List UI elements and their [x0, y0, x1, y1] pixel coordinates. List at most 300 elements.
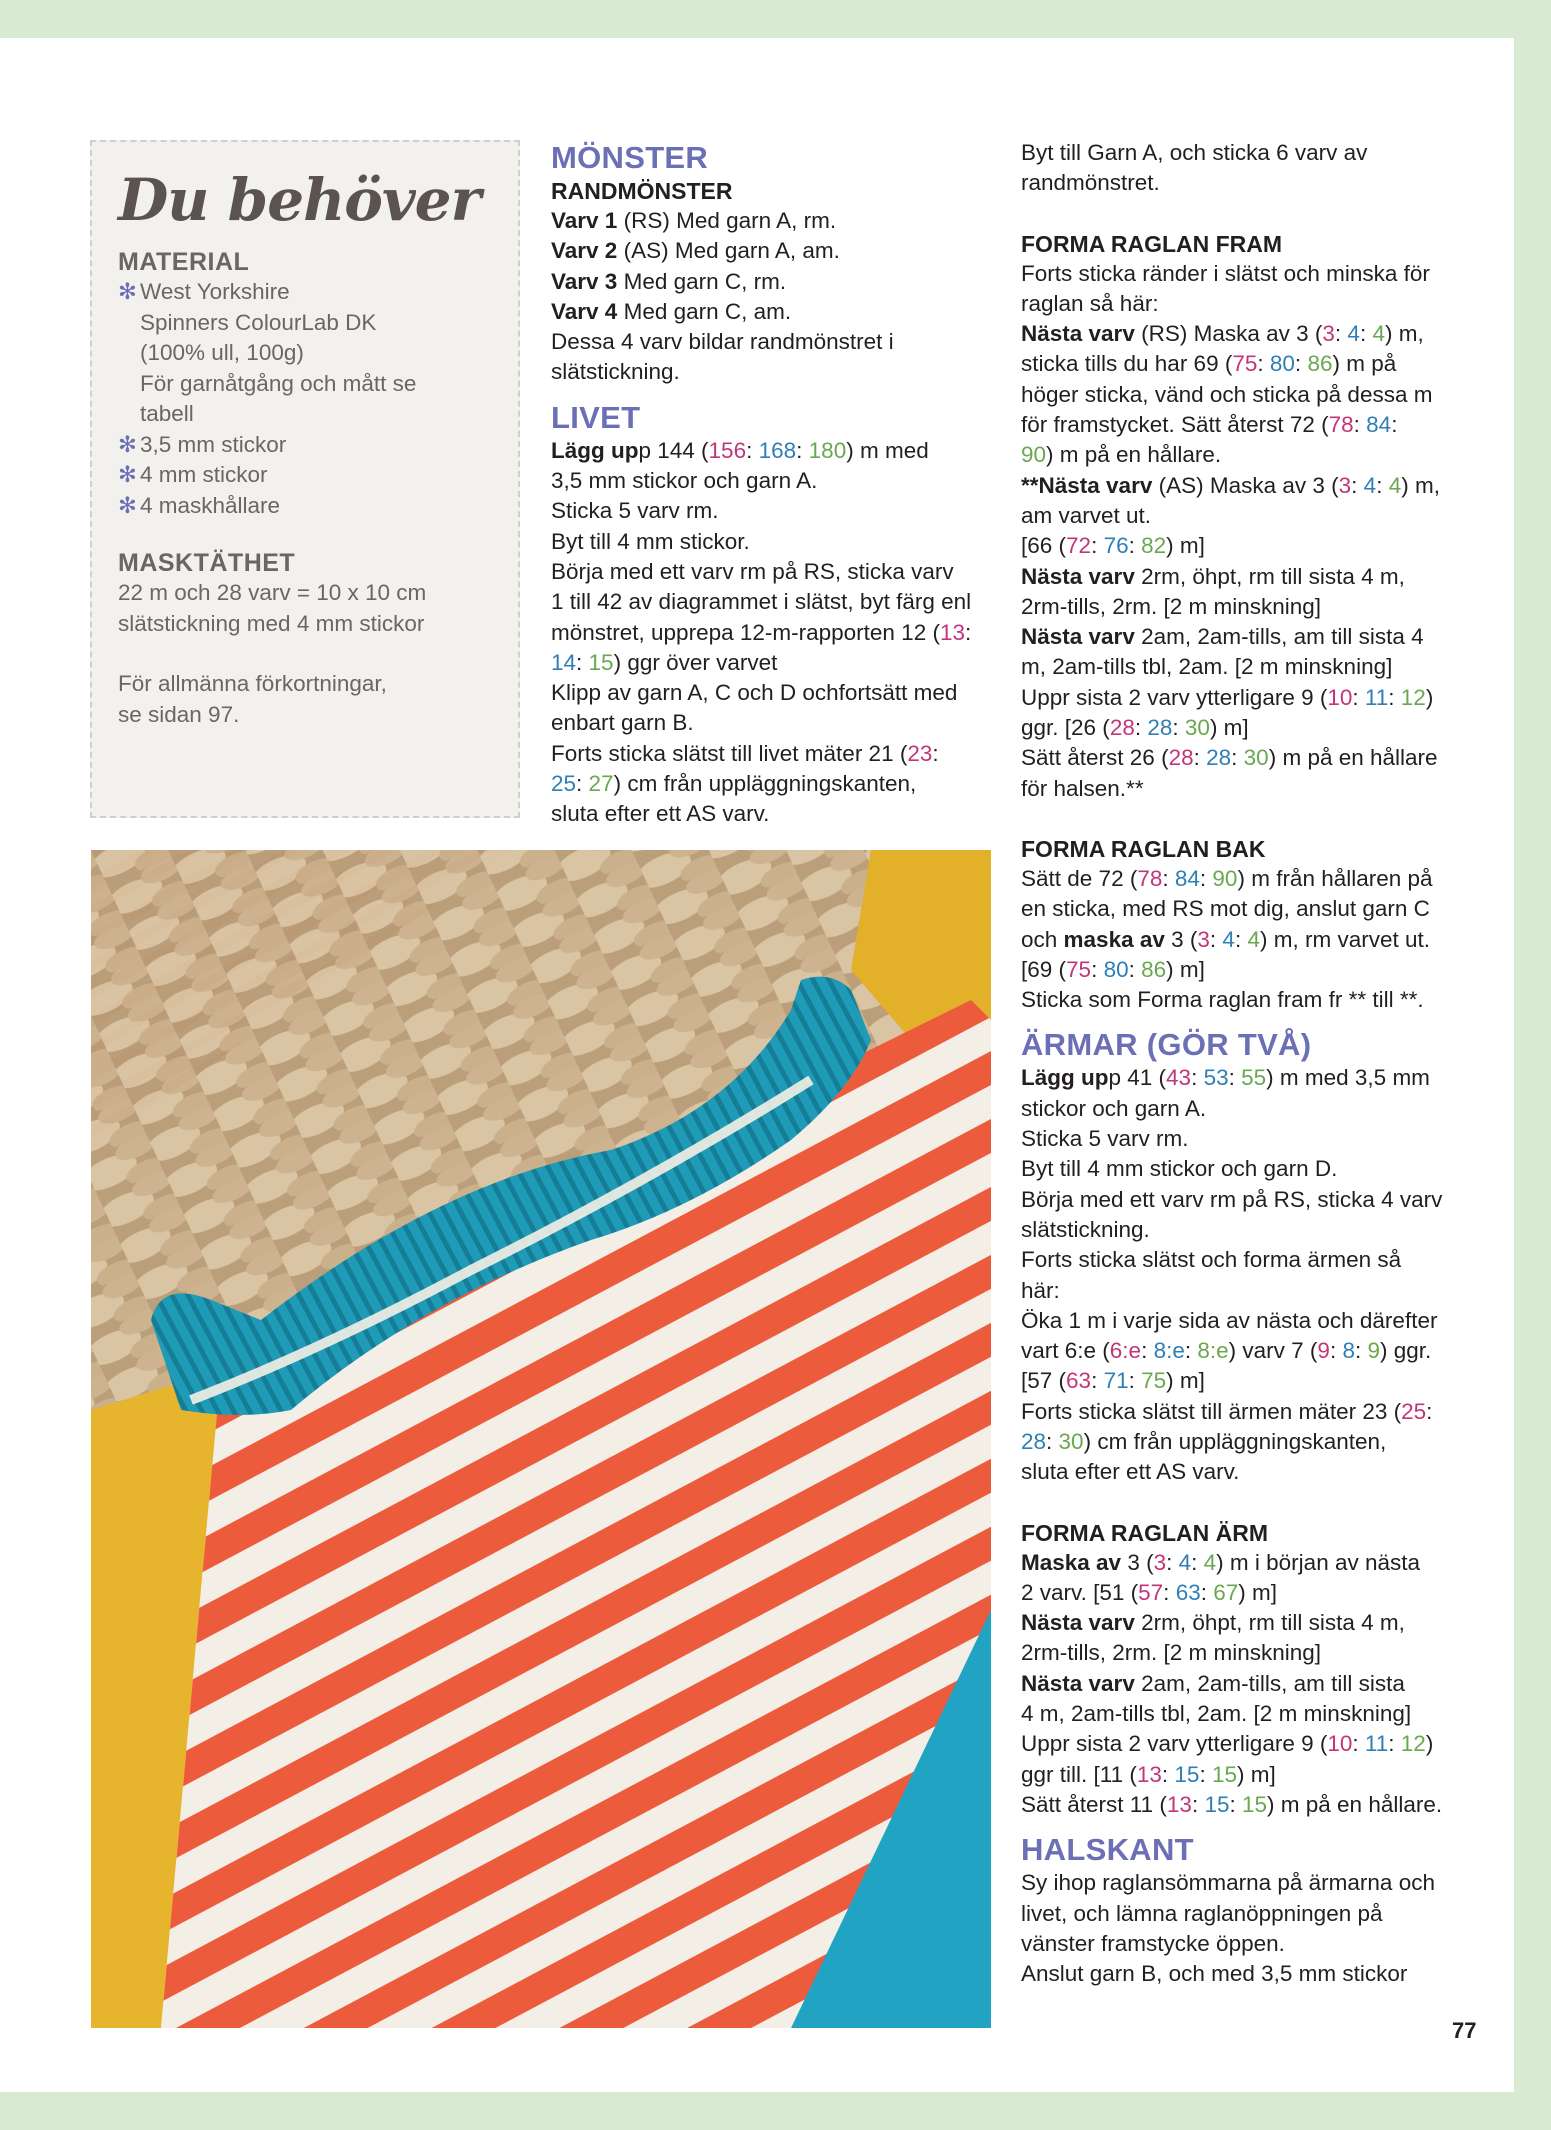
size-value: 8:e — [1197, 1338, 1229, 1364]
instruction-line: 3,5 mm stickor och garn A. — [551, 468, 818, 494]
size-value: 180 — [808, 437, 847, 463]
instruction-line — [1021, 531, 1491, 561]
separator: : — [1161, 1761, 1175, 1787]
size-value: 28 — [1109, 715, 1135, 741]
abbreviations-note: För allmänna förkortningar, — [118, 671, 387, 696]
instruction-line — [1021, 1790, 1491, 1820]
instruction-text: (AS) Med garn A, am. — [617, 238, 840, 264]
size-value: 28 — [1206, 745, 1232, 771]
separator: : — [1388, 1731, 1401, 1757]
size-value: 10 — [1327, 684, 1353, 710]
instruction-text: ) m på en hållare. — [1267, 1791, 1443, 1817]
instruction-text: ) — [1425, 684, 1434, 710]
term-bold: Nästa varv — [1021, 1610, 1135, 1636]
size-value: 78 — [1137, 865, 1163, 891]
separator: : — [746, 437, 759, 463]
size-value: 6:e — [1109, 1338, 1142, 1364]
separator: : — [1191, 1791, 1205, 1817]
instruction-line: Sticka som Forma raglan fram fr ** till **. — [1021, 987, 1424, 1013]
materials-box — [90, 140, 520, 818]
separator: : — [576, 649, 589, 675]
instruction-text: vart 6:e ( — [1021, 1338, 1110, 1364]
instruction-line — [1021, 1578, 1491, 1608]
separator: : — [1351, 472, 1364, 498]
instruction-text: ) m på en hållare — [1268, 745, 1438, 771]
instruction-text: ) m, — [1401, 472, 1440, 498]
size-value: 86 — [1141, 956, 1167, 982]
size-value: 43 — [1166, 1065, 1192, 1091]
separator: : — [1091, 1368, 1104, 1394]
instruction-line: vänster framstycke öppen. — [1021, 1930, 1285, 1956]
instruction-line: Börja med ett varv rm på RS, sticka 4 varv — [1021, 1186, 1443, 1212]
yarn-line: West Yorkshire — [140, 279, 290, 304]
material-item-needles-35 — [118, 430, 506, 461]
instruction-text: ) m] — [1166, 956, 1205, 982]
instruction-text: 2am, 2am-tills, am till sista — [1134, 1670, 1405, 1696]
size-value: 23 — [907, 740, 933, 766]
instruction-line — [551, 436, 991, 466]
section-title-halskant: HALSKANT — [1021, 1832, 1194, 1868]
instruction-text: ) m] — [1209, 715, 1249, 741]
instruction-line: Öka 1 m i varje sida av nästa och därefter — [1021, 1307, 1438, 1333]
bullet-asterisk-icon: ✻ — [118, 492, 137, 518]
instruction-line — [1021, 1063, 1491, 1093]
material-item-yarn — [118, 277, 506, 308]
yarn-line: tabell — [140, 401, 194, 426]
sweater-photo-illustration — [91, 850, 991, 2028]
separator: : — [1334, 321, 1348, 347]
separator: : — [1359, 321, 1373, 347]
instruction-line: slätstickning. — [1021, 1216, 1150, 1242]
separator: : — [1257, 351, 1270, 377]
instruction-line: Börja med ett varv rm på RS, sticka varv — [551, 558, 954, 584]
instruction-line: Dessa 4 varv bildar randmönstret i — [551, 329, 894, 355]
instruction-text: Uppr sista 2 varv ytterligare 9 ( — [1021, 1731, 1328, 1757]
size-value: 57 — [1138, 1579, 1164, 1605]
instruction-line: sluta efter ett AS varv. — [1021, 1459, 1240, 1485]
size-value: 84 — [1174, 865, 1200, 891]
size-value: 86 — [1307, 351, 1333, 377]
separator: : — [1141, 1338, 1154, 1364]
separator: : — [1134, 715, 1148, 741]
term-bold: Lägg up — [551, 437, 639, 463]
instruction-text: sticka tills du har 69 ( — [1021, 351, 1233, 377]
size-value: 4 — [1372, 321, 1385, 347]
row-label: Varv 2 — [551, 238, 618, 264]
instruction-line: sluta efter ett AS varv. — [551, 801, 770, 827]
instruction-text: 2rm, öhpt, rm till sista 4 m, — [1134, 1610, 1405, 1636]
size-value: 80 — [1103, 956, 1129, 982]
size-value: 168 — [758, 437, 797, 463]
instruction-line — [551, 648, 991, 678]
instruction-line: 2rm-tills, 2rm. [2 m minskning] — [1021, 593, 1322, 619]
instruction-text: ) m] — [1166, 533, 1205, 559]
size-value: 28 — [1021, 1428, 1047, 1454]
instruction-line: för halsen.** — [1021, 775, 1144, 801]
term-bold: Nästa varv — [1021, 563, 1135, 589]
instruction-text: ) m] — [1238, 1579, 1278, 1605]
separator: : — [1353, 412, 1367, 438]
instruction-line: 4 m, 2am-tills tbl, 2am. [2 m minskning] — [1021, 1701, 1412, 1727]
size-value: 90 — [1021, 442, 1047, 468]
instruction-text: ggr. [26 ( — [1021, 715, 1110, 741]
subsection-title-randmonster: RANDMÖNSTER — [551, 178, 733, 204]
separator: : — [1329, 1338, 1343, 1364]
instruction-text: ) m, rm varvet ut. — [1259, 926, 1430, 952]
instruction-line — [1021, 349, 1491, 379]
instruction-line — [1021, 410, 1491, 440]
instruction-line: livet, och lämna raglanöppningen på — [1021, 1900, 1383, 1926]
size-value: 63 — [1066, 1368, 1092, 1394]
size-value: 9 — [1367, 1338, 1380, 1364]
size-value: 15 — [588, 649, 614, 675]
subsection-title-raglan-arm: FORMA RAGLAN ÄRM — [1021, 1519, 1269, 1546]
separator: : — [964, 619, 972, 645]
instruction-line: Klipp av garn A, C och D ochfortsätt med — [551, 680, 958, 706]
separator: : — [1200, 1579, 1214, 1605]
instruction-text: ) cm från uppläggningskanten, — [613, 771, 917, 797]
instruction-line: Sticka 5 varv rm. — [1021, 1126, 1189, 1152]
instruction-line: Forts sticka ränder i slätst och minska för — [1021, 260, 1430, 286]
size-value: 30 — [1243, 745, 1269, 771]
size-value: 8 — [1342, 1338, 1355, 1364]
separator: : — [1091, 956, 1104, 982]
instruction-text: ggr till. [11 ( — [1021, 1761, 1137, 1787]
subsection-title-raglan-bak: FORMA RAGLAN BAK — [1021, 835, 1266, 862]
size-value: 84 — [1366, 412, 1392, 438]
instruction-line — [551, 267, 991, 297]
term-bold: Maska av — [1021, 1549, 1122, 1575]
instruction-line: Sticka 5 varv rm. — [551, 498, 719, 524]
yarn-line: (100% ull, 100g) — [140, 340, 304, 365]
size-value: 67 — [1213, 1579, 1239, 1605]
separator: : — [1046, 1428, 1059, 1454]
instruction-line — [1021, 1608, 1491, 1638]
size-value: 55 — [1241, 1065, 1267, 1091]
yarn-line: För garnåtgång och mått se — [140, 370, 417, 396]
separator: : — [1193, 745, 1207, 771]
instruction-line — [1021, 1366, 1491, 1396]
separator: : — [1199, 1761, 1212, 1787]
separator: : — [1354, 1338, 1368, 1364]
instruction-line — [551, 739, 991, 769]
size-value: 25 — [1401, 1398, 1427, 1424]
size-value: 75 — [1232, 351, 1258, 377]
bullet-asterisk-icon: ✻ — [118, 279, 137, 304]
size-value: 13 — [939, 619, 965, 645]
instruction-line: här: — [1021, 1277, 1060, 1303]
size-value: 12 — [1400, 1731, 1426, 1757]
instruction-line: Sy ihop raglansömmarna på ärmarna och — [1021, 1870, 1435, 1896]
material-heading: MATERIAL — [118, 248, 250, 276]
size-value: 4 — [1363, 472, 1377, 498]
instruction-text: [57 ( — [1021, 1368, 1067, 1394]
row-label: Varv 4 — [551, 298, 618, 324]
size-value: 13 — [1136, 1761, 1162, 1787]
separator: : — [1228, 1065, 1242, 1091]
abbreviations-note: se sidan 97. — [118, 701, 240, 727]
instruction-line — [1021, 743, 1491, 773]
separator: : — [1163, 1579, 1176, 1605]
instruction-line — [1021, 683, 1491, 713]
section-title-monster: MÖNSTER — [551, 140, 709, 175]
instruction-text: Uppr sista 2 varv ytterligare 9 ( — [1021, 684, 1328, 710]
size-value: 15 — [1242, 1791, 1268, 1817]
pattern-column-middle — [551, 140, 991, 830]
instruction-text: Med garn C, am. — [617, 298, 792, 324]
separator: : — [1376, 472, 1389, 498]
separator: : — [932, 740, 939, 766]
section-title-livet: LIVET — [551, 399, 641, 435]
instruction-text: Forts sticka slätst till ärmen mäter 23 ( — [1021, 1398, 1402, 1424]
size-value: 80 — [1269, 351, 1295, 377]
materials-list — [118, 277, 506, 521]
instruction-line: Forts sticka slätst och forma ärmen så — [1021, 1247, 1402, 1273]
separator: : — [1388, 684, 1401, 710]
size-value: 4 — [1388, 472, 1402, 498]
separator: : — [1209, 926, 1223, 952]
instruction-line — [1021, 562, 1491, 592]
instruction-line — [1021, 1760, 1491, 1790]
size-value: 25 — [551, 771, 577, 797]
size-value: 75 — [1141, 1368, 1167, 1394]
instruction-line — [1021, 1397, 1491, 1427]
term-bold: maska av — [1063, 926, 1165, 952]
instruction-line — [1021, 1336, 1491, 1366]
size-value: 78 — [1328, 412, 1354, 438]
separator: : — [1091, 533, 1104, 559]
size-value: 13 — [1166, 1791, 1192, 1817]
size-value: 11 — [1364, 1731, 1389, 1757]
instruction-line — [551, 297, 991, 327]
size-value: 10 — [1327, 1731, 1353, 1757]
material-item-holders — [118, 491, 506, 522]
separator: : — [1128, 1368, 1142, 1394]
pattern-column-right — [1021, 138, 1491, 1989]
instruction-text: Forts sticka slätst till livet mäter 21 ( — [551, 740, 908, 766]
instruction-text: 3 ( — [1164, 926, 1198, 952]
size-value: 75 — [1066, 956, 1092, 982]
instruction-text: Sätt de 72 ( — [1021, 865, 1138, 891]
instruction-line — [1021, 925, 1491, 955]
instruction-text: p 41 ( — [1108, 1065, 1167, 1091]
size-value: 82 — [1141, 533, 1167, 559]
instruction-line — [551, 618, 991, 648]
material-item-needles-4 — [118, 460, 506, 491]
instruction-line: Anslut garn B, och med 3,5 mm stickor — [1021, 1961, 1408, 1987]
instruction-line: raglan så här: — [1021, 290, 1159, 316]
instruction-text: Sätt återst 26 ( — [1021, 745, 1169, 771]
instruction-text: Med garn C, rm. — [617, 268, 787, 294]
sweater-photo — [91, 850, 991, 2028]
instruction-line: enbart garn B. — [551, 710, 694, 736]
instruction-text: ) — [1425, 1731, 1434, 1757]
instruction-text: ) m] — [1166, 1368, 1205, 1394]
size-value: 28 — [1168, 745, 1194, 771]
instruction-line — [1021, 440, 1491, 470]
instruction-text: mönstret, upprepa 12-m-rapporten 12 ( — [551, 619, 940, 645]
separator: : — [1426, 1398, 1433, 1424]
separator: : — [1184, 1338, 1198, 1364]
term-bold: Nästa varv — [1021, 321, 1135, 347]
size-value: 76 — [1103, 533, 1129, 559]
size-value: 15 — [1211, 1761, 1237, 1787]
instruction-line — [1021, 471, 1491, 501]
separator: : — [1172, 715, 1185, 741]
instruction-text: 3 ( — [1121, 1549, 1154, 1575]
separator: : — [1166, 1549, 1179, 1575]
separator: : — [1199, 865, 1213, 891]
instruction-line — [1021, 955, 1491, 985]
instruction-text: (RS) Maska av 3 ( — [1134, 321, 1323, 347]
row-label: Varv 3 — [551, 268, 618, 294]
instruction-line: Byt till Garn A, och sticka 6 varv av — [1021, 140, 1368, 165]
instruction-text: 2 varv. [51 ( — [1021, 1579, 1139, 1605]
instruction-text: ) m på — [1332, 351, 1397, 377]
material-text: 3,5 mm stickor — [140, 431, 287, 457]
instruction-line: stickor och garn A. — [1021, 1095, 1207, 1121]
instruction-line: Byt till 4 mm stickor och garn D. — [1021, 1156, 1338, 1182]
instruction-line: m, 2am-tills tbl, 2am. [2 m minskning] — [1021, 654, 1393, 680]
instruction-text: 2rm, öhpt, rm till sista 4 m, — [1134, 563, 1405, 589]
yarn-line: Spinners ColourLab DK — [140, 309, 377, 335]
materials-box-title: Du behöver — [118, 166, 481, 234]
instruction-line: Byt till 4 mm stickor. — [551, 528, 750, 554]
instruction-line — [1021, 713, 1491, 743]
instruction-text: för framstycket. Sätt återst 72 ( — [1021, 412, 1329, 438]
material-text: 4 mm stickor — [140, 462, 268, 487]
instruction-text: ) m, — [1384, 321, 1424, 347]
size-value: 11 — [1364, 684, 1389, 710]
size-value: 63 — [1175, 1579, 1201, 1605]
row-label: Varv 1 — [551, 208, 618, 233]
instruction-line — [1021, 1669, 1491, 1699]
size-value: 27 — [588, 771, 614, 797]
instruction-line: 2rm-tills, 2rm. [2 m minskning] — [1021, 1640, 1322, 1666]
instruction-line — [1021, 622, 1491, 652]
instruction-text: [69 ( — [1021, 956, 1067, 982]
size-value: 9 — [1317, 1338, 1330, 1364]
term-bold: Lägg up — [1021, 1065, 1109, 1091]
instruction-text: ) m i början av nästa — [1216, 1549, 1421, 1575]
separator: : — [576, 771, 589, 797]
material-text: 4 maskhållare — [140, 492, 281, 518]
size-value: 3 — [1153, 1549, 1167, 1575]
separator: : — [1229, 1791, 1242, 1817]
separator: : — [1234, 926, 1248, 952]
page-number: 77 — [1452, 2018, 1477, 2043]
magazine-page — [0, 38, 1514, 2092]
size-value: 8:e — [1153, 1338, 1185, 1364]
instruction-text: ) ggr över varvet — [613, 649, 778, 675]
instruction-line: en sticka, med RS mot dig, anslut garn C — [1021, 896, 1430, 922]
instruction-line — [1021, 1548, 1491, 1578]
size-value: 15 — [1204, 1791, 1230, 1817]
size-value: 4 — [1347, 321, 1360, 347]
bullet-asterisk-icon: ✻ — [118, 431, 137, 457]
instruction-text: ) m med 3,5 mm — [1266, 1065, 1430, 1091]
size-value: 90 — [1212, 865, 1238, 891]
instruction-text: 2am, 2am-tills, am till sista 4 — [1134, 624, 1424, 650]
separator: : — [1128, 956, 1142, 982]
size-value: 4 — [1247, 926, 1260, 952]
instruction-line — [551, 236, 991, 266]
instruction-text: Sätt återst 11 ( — [1021, 1791, 1167, 1817]
size-value: 72 — [1066, 533, 1092, 559]
size-value: 4 — [1222, 926, 1235, 952]
instruction-line — [551, 206, 991, 236]
size-value: 3 — [1338, 472, 1352, 498]
instruction-text: (RS) Med garn A, rm. — [617, 208, 837, 233]
instruction-text: ) m] — [1237, 1761, 1276, 1787]
gauge-text — [118, 578, 506, 730]
gauge-heading: MASKTÄTHET — [118, 549, 296, 577]
size-value: 15 — [1174, 1761, 1200, 1787]
instruction-text: ) m på en hållare. — [1046, 442, 1222, 468]
separator: : — [1191, 1065, 1204, 1091]
subsection-title-raglan-fram: FORMA RAGLAN FRAM — [1021, 230, 1283, 257]
separator: : — [1391, 412, 1398, 438]
separator: : — [1294, 351, 1308, 377]
size-value: 30 — [1058, 1428, 1084, 1454]
term-bold: Nästa varv — [1021, 624, 1135, 650]
separator: : — [1352, 684, 1365, 710]
size-value: 4 — [1203, 1549, 1217, 1575]
instruction-line: randmönstret. — [1021, 170, 1160, 196]
instruction-line: höger sticka, vänd och sticka på dessa m — [1021, 381, 1433, 407]
instruction-line — [1021, 1427, 1491, 1457]
instruction-text: p 144 ( — [638, 437, 709, 463]
gauge-line: slätstickning med 4 mm stickor — [118, 610, 425, 636]
size-value: 4 — [1178, 1549, 1192, 1575]
instruction-text: ) m från hållaren på — [1237, 865, 1433, 891]
separator: : — [1352, 1731, 1365, 1757]
instruction-text: ) ggr. — [1380, 1338, 1432, 1364]
instruction-line — [551, 769, 991, 799]
term-bold: **Nästa varv — [1021, 472, 1153, 498]
section-title-armar: ÄRMAR (GÖR TVÅ) — [1021, 1027, 1312, 1063]
instruction-text: [66 ( — [1021, 533, 1067, 559]
instruction-text: (AS) Maska av 3 ( — [1152, 472, 1339, 498]
instruction-text: ) m med — [846, 437, 929, 463]
instruction-line — [1021, 319, 1491, 349]
instruction-line — [1021, 864, 1491, 894]
bullet-asterisk-icon: ✻ — [118, 462, 137, 487]
instruction-text: ) cm från uppläggningskanten, — [1083, 1428, 1387, 1454]
size-value: 30 — [1184, 715, 1210, 741]
separator: : — [1191, 1549, 1204, 1575]
separator: : — [1128, 533, 1142, 559]
size-value: 71 — [1103, 1368, 1129, 1394]
instruction-line — [1021, 1729, 1491, 1759]
instruction-text: ) varv 7 ( — [1228, 1338, 1318, 1364]
separator: : — [796, 437, 809, 463]
size-value: 28 — [1147, 715, 1173, 741]
instruction-line: 1 till 42 av diagrammet i slätst, byt färg enl — [551, 589, 972, 615]
separator: : — [1231, 745, 1244, 771]
size-value: 53 — [1203, 1065, 1229, 1091]
size-value: 12 — [1400, 684, 1426, 710]
size-value: 3 — [1197, 926, 1210, 952]
size-value: 3 — [1322, 321, 1335, 347]
term-bold: Nästa varv — [1021, 1670, 1135, 1696]
separator: : — [1162, 865, 1175, 891]
instruction-line: slätstickning. — [551, 359, 680, 385]
size-value: 156 — [708, 437, 747, 463]
instruction-line: am varvet ut. — [1021, 502, 1152, 528]
size-value: 14 — [551, 649, 577, 675]
instruction-text: och — [1021, 926, 1064, 952]
